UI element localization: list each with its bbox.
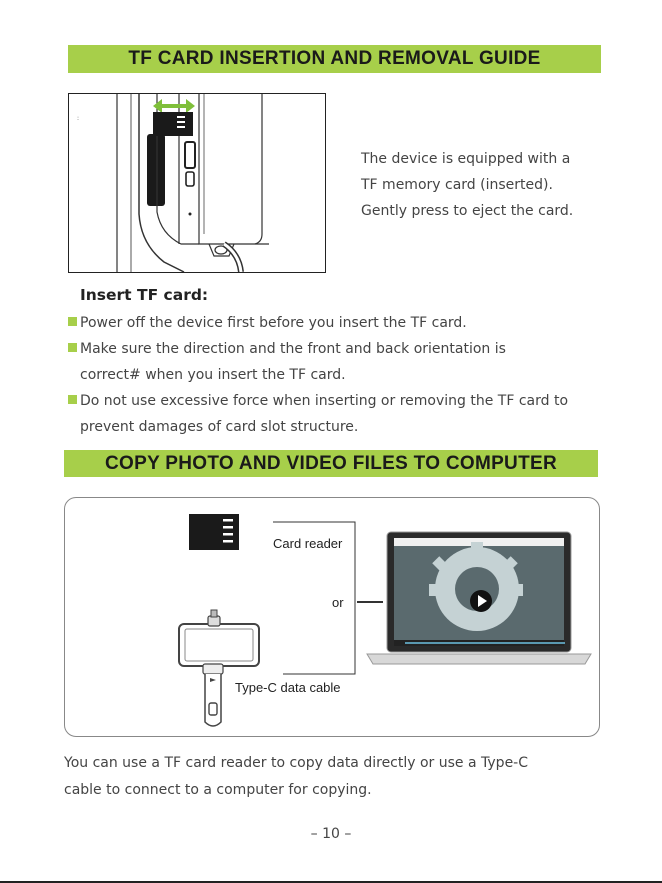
outro-line: You can use a TF card reader to copy data directly or use a Type-C [64,755,529,771]
card-reader-label: Card reader [273,536,343,551]
bullet-item [80,340,506,358]
bullet-text: Make sure the direction and the front and back orientation is [80,341,506,357]
intro-line: TF memory card (inserted). [361,177,553,193]
laptop-icon [367,532,591,664]
typec-label: Type-C [235,680,277,695]
intro-line: Gently press to eject the card. [361,203,574,219]
device-with-cable-icon [179,610,259,726]
tf-card-icon [189,514,239,550]
page-number: – 10 – [310,826,352,842]
outro-text [64,750,528,804]
bullet-continuation [80,366,346,384]
bullet-text: prevent damages of card slot structure. [80,419,359,435]
section-title-copy-files: COPY PHOTO AND VIDEO FILES TO COMPUTER [64,450,598,477]
insert-heading: Insert TF card: [80,286,209,304]
data-cable-label: data cable [280,680,341,695]
bullet-item [80,392,568,410]
bullet-text: correct# when you insert the TF card. [80,367,346,383]
or-label: or [332,595,344,610]
bullet-item [80,314,467,332]
cable-label [235,680,341,695]
bullet-square-icon [68,343,77,352]
section-title-tf-card: TF CARD INSERTION AND REMOVAL GUIDE [68,45,601,73]
bullet-square-icon [68,395,77,404]
intro-line: The device is equipped with a [361,151,571,167]
device-side-illustration [69,94,325,272]
outro-line: cable to connect to a computer for copying. [64,782,372,798]
bullet-text: Power off the device first before you insert the TF card. [80,315,467,331]
intro-text [361,146,621,224]
copy-diagram [65,498,599,736]
device-card-slot-photo [68,93,326,273]
bullet-square-icon [68,317,77,326]
bullet-continuation [80,418,358,436]
svg-text::: : [77,115,80,122]
bullet-text: Do not use excessive force when inserting or removing the TF card to [80,393,569,409]
copy-diagram-box [64,497,600,737]
